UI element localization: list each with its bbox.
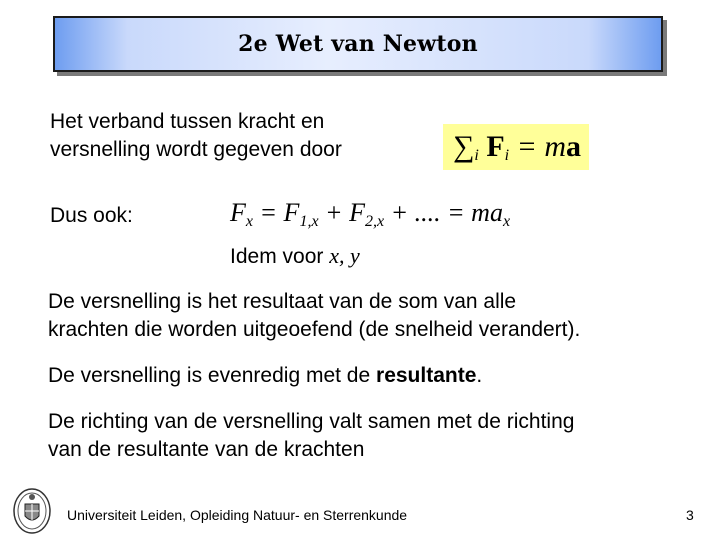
newton-formula-highlight	[443, 124, 589, 170]
acceleration-vector: a	[566, 130, 582, 163]
intro-line-1: Het verband tussen kracht en	[50, 110, 325, 133]
paragraph-resultaat-line-2: krachten die worden uitgeoefend (de snelheid verandert).	[48, 318, 581, 341]
resultante-term: resultante	[376, 364, 477, 387]
intro-paragraph	[50, 108, 342, 164]
ma-symbol: + .... = ma	[384, 198, 503, 227]
paragraph-evenredig-text: De versnelling is evenredig met de	[48, 364, 377, 387]
university-seal-icon	[12, 486, 52, 536]
paragraph-richting-line-1: De richting van de versnelling valt samen met de richting	[48, 410, 575, 433]
paragraph-evenredig	[48, 362, 482, 390]
ma-subscript: x	[502, 213, 511, 230]
f1-subscript: 1,x	[299, 213, 319, 230]
paragraph-richting	[48, 408, 574, 464]
paragraph-evenredig-period: .	[476, 364, 483, 387]
slide-title: 2e Wet van Newton	[238, 31, 478, 57]
f2-symbol: + F	[318, 198, 365, 227]
component-formula	[230, 196, 510, 239]
sum-symbol: ∑	[453, 130, 475, 163]
equals-m: = m	[509, 130, 567, 163]
newton-formula	[453, 128, 581, 175]
force-vector: F	[486, 130, 505, 163]
paragraph-richting-line-2: van de resultante van de krachten	[48, 438, 365, 461]
sum-index: i	[474, 147, 479, 164]
paragraph-resultaat-line-1: De versnelling is het resultaat van de som van alle	[48, 290, 517, 313]
idem-vars: x, y	[329, 243, 360, 268]
fx-subscript: x	[245, 213, 253, 230]
dus-ook-label: Dus ook:	[50, 204, 133, 227]
intro-line-2: versnelling wordt gegeven door	[50, 138, 342, 161]
f2-subscript: 2,x	[364, 213, 385, 230]
idem-line	[230, 242, 360, 271]
idem-text: Idem voor	[230, 245, 330, 268]
page-number: 3	[686, 507, 694, 523]
force-index: i	[504, 147, 510, 164]
title-banner	[53, 16, 663, 72]
footer-institution: Universiteit Leiden, Opleiding Natuur- en Sterrenkunde	[67, 507, 408, 523]
paragraph-resultaat	[48, 288, 580, 344]
fx-symbol: F	[230, 198, 246, 227]
f1-symbol: = F	[253, 198, 300, 227]
